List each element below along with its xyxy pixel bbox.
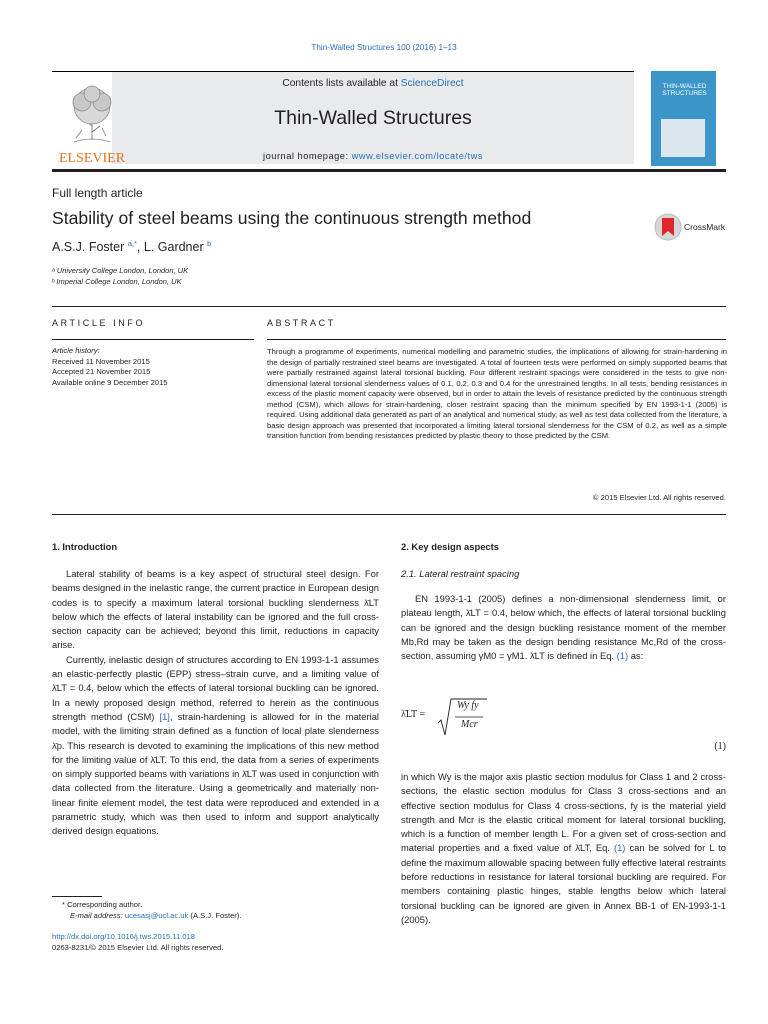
- paragraph: Lateral stability of beams is a key aspect of structural steel design. For beams designed in the inelastic range, the current practice in European design codes is to specify a maximum lateral torsional buckling slenderness λ̄LT below which the effects of lateral instability can be ignored and the full cross-section capacity can be achieved; beyond this limit, reductions in capacity arise.: [52, 568, 379, 651]
- left-column-body: [52, 567, 379, 839]
- author-affiliation-mark[interactable]: b: [207, 239, 212, 248]
- abstract-copyright: © 2015 Elsevier Ltd. All rights reserved.: [592, 493, 726, 502]
- accepted-date: Accepted 21 November 2015: [52, 367, 151, 376]
- equation-denominator: Mcr: [461, 719, 478, 730]
- article-identifiers: [52, 931, 372, 953]
- crossmark-icon: [654, 212, 682, 242]
- contents-line: [112, 78, 634, 89]
- equation-1: [401, 697, 726, 752]
- article-type: Full length article: [52, 186, 143, 200]
- doi-link[interactable]: http://dx.doi.org/10.1016/j.tws.2015.11.018: [52, 932, 195, 941]
- affiliation-b: ᵇ Imperial College London, London, UK: [52, 277, 182, 286]
- author-affiliation-mark[interactable]: a,*: [127, 239, 137, 248]
- sciencedirect-link[interactable]: ScienceDirect: [400, 78, 464, 89]
- author-list: [52, 239, 211, 254]
- article-title: Stability of steel beams using the continuous strength method: [52, 208, 532, 228]
- abstract-rule: [267, 339, 726, 340]
- journal-title: Thin-Walled Structures: [274, 107, 472, 129]
- email-link[interactable]: ucesasj@ucl.ac.uk: [124, 911, 189, 920]
- abstract-body: Through a programme of experiments, numerical modelling and parametric studies, the implications of allowing for strain-hardening in the design of partially restrained steel beams are investigated. A total of fourteen tests were performed on simply supported beams that were partially restrained against lateral torsional buckling. Four different restraint spacings were considered in the tests to give non-dimensional lateral torsional slenderness values of 0.1, 0.2, 0.3 and 0.4 for the unrestrained lengths. In all tests, bending resistances in excess of the plastic moment capacity were observed, but in order to attain the levels of resistance predicted by the continuous strength method (CSM), which allows for strain-hardening, closer restraint spacing than the minimum specified by EN 1993-1-1 (2005) is required. Using additional data generated as part of an analytical and numerical study, as well as test data collected from the literature, a basic design approach was presented that incorporated a limiting lateral torsional slenderness for the CSM of 0.2, as well as a simple transition function from bending resistances predicted by plastic theory to those predicted by the CSM.: [267, 347, 727, 440]
- section-heading-introduction: 1. Introduction: [52, 541, 118, 552]
- article-info-heading: ARTICLE INFO: [52, 318, 146, 328]
- homepage-prefix: journal homepage:: [263, 151, 352, 161]
- received-date: Received 11 November 2015: [52, 356, 150, 366]
- cover-title: THIN-WALLED STRUCTURES: [662, 83, 707, 97]
- paragraph-text: Currently, inelastic design of structures according to EN 1993-1-1 assumes an elastic-perfectly plastic (EPP) stress–strain curve, and a limiting value of λ̄LT = 0.4, below which the effects of lateral torsional buckling can be ignored. In a newly proposed design method, referred to herein as the continuous strength method (CSM): [52, 653, 379, 722]
- paragraph-text: EN 1993-1-1 (2005) defines a non-dimensional slenderness limit, or plateau length, λ̄LT = 0.4, below which, the effects of lateral torsional buckling can be ignored and the design buckling resistance moment of the member Mb,Rd may be taken as the design bending resistance Mc,Rd of the cross-section, assuming γM0 = γM1. λ̄LT is defined in Eq.: [401, 593, 726, 662]
- header-divider: [52, 169, 726, 172]
- abstract-bottom-rule: [52, 514, 726, 515]
- homepage-link[interactable]: www.elsevier.com/locate/tws: [351, 151, 483, 161]
- right-column-body-2: [401, 770, 726, 927]
- email-note: [62, 910, 362, 921]
- citation-link[interactable]: [1]: [159, 710, 170, 722]
- author-name: L. Gardner: [143, 240, 204, 255]
- equation-lhs: λ̄LT =: [401, 709, 426, 720]
- section-heading-key-design: 2. Key design aspects: [401, 541, 499, 552]
- author-separator: ,: [136, 240, 144, 255]
- history-label: Article history:: [52, 346, 100, 355]
- crossmark-badge[interactable]: [654, 212, 732, 242]
- contents-prefix: Contents lists available at: [282, 78, 401, 89]
- journal-homepage: [112, 151, 634, 161]
- publisher-wordmark: ELSEVIER: [58, 151, 126, 166]
- article-history: [52, 346, 252, 388]
- crossmark-label: CrossMark: [684, 222, 726, 232]
- paragraph-text: in which Wy is the major axis plastic section modulus for Class 1 and 2 cross-sections, the elastic section modulus for Class 3 cross-sections and an effective section modulus for Class 4 cross-sections, fy is the material yield strength and Mcr is the elastic critical moment for lateral torsional buckling, which is a function of member length L. For a given set of cross-section and material properties and a fixed value of λ̄LT, Eq.: [401, 771, 726, 854]
- equation-numerator: Wy fy: [457, 700, 479, 711]
- author-name: A.S.J. Foster: [52, 240, 125, 255]
- cover-image-block: [661, 119, 705, 157]
- right-column-body-1: [401, 592, 726, 663]
- affiliation-a: ᵃ University College London, London, UK: [52, 266, 189, 275]
- journal-reference[interactable]: Thin-Walled Structures 100 (2016) 1–13: [311, 43, 457, 52]
- footnotes: [62, 899, 362, 921]
- equation-label: (1): [714, 741, 726, 752]
- journal-cover[interactable]: [651, 71, 716, 166]
- paragraph: [401, 592, 726, 663]
- article-info-rule: [52, 339, 254, 340]
- paragraph-text: can be solved for L to define the maximum allowable spacing between fully effective lateral restraints before reductions in resistance for lateral torsional buckling are required. For members containing plastic hinges, stable lengths below which lateral torsional buckling can be ignored are given in Annex BB-1 of EN-1993-1-1 (2005).: [401, 842, 726, 925]
- equation-reference-link[interactable]: (1): [613, 842, 626, 854]
- corresponding-author-note: * Corresponding author.: [62, 900, 143, 909]
- paragraph: [401, 770, 726, 927]
- footnote-rule: [52, 896, 102, 897]
- issn-copyright: 0263-8231/© 2015 Elsevier Ltd. All rights reserved.: [52, 943, 224, 952]
- abstract-heading: ABSTRACT: [267, 318, 336, 328]
- info-top-rule: [52, 306, 726, 307]
- paragraph: [52, 653, 379, 839]
- subsection-heading: 2.1. Lateral restraint spacing: [401, 568, 520, 579]
- equation-reference-link[interactable]: (1): [616, 650, 629, 662]
- email-suffix: (A.S.J. Foster).: [188, 911, 242, 920]
- paragraph-text: as:: [628, 650, 644, 662]
- email-label: E-mail address:: [70, 911, 125, 920]
- paragraph-text: , strain-hardening is allowed for in the material model, with the limiting strain defined as a function of local plate slenderness λ̄p. This research is devoted to examining the implications of this new method for the limiting value of λ̄LT. To this end, the data from a series of experiments on simply supported beams with variations in λ̄LT was used in conjunction with data collected from the literature. Using a geometrically and materially non-linear finite element model, the test data were reproduced and extended in a parametric study, which was then used to inform and support analytically derived design equations.: [52, 710, 379, 837]
- online-date: Available online 9 December 2015: [52, 377, 168, 387]
